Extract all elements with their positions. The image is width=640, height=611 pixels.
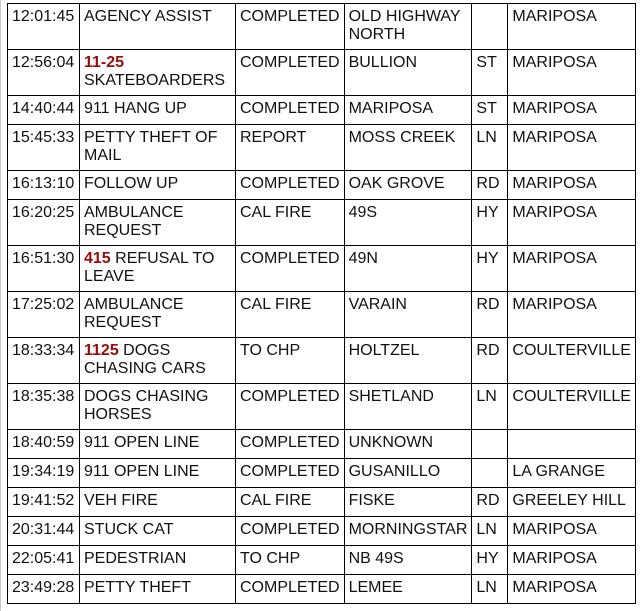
call-description-cell bbox=[80, 430, 236, 459]
call-description-cell bbox=[80, 517, 236, 546]
call-description-cell bbox=[80, 50, 236, 96]
table-row bbox=[8, 200, 636, 246]
street-cell: OLD HIGHWAY NORTH bbox=[344, 4, 472, 50]
table-row bbox=[8, 338, 636, 384]
street-cell: 49S bbox=[344, 200, 472, 246]
street-cell: MARIPOSA bbox=[344, 96, 472, 125]
table-row bbox=[8, 384, 636, 430]
street-suffix-cell: RD bbox=[472, 488, 508, 517]
call-status-cell: COMPLETED bbox=[236, 246, 345, 292]
street-suffix-cell: HY bbox=[472, 200, 508, 246]
street-suffix-cell: LN bbox=[472, 384, 508, 430]
call-description-cell bbox=[80, 246, 236, 292]
street-suffix-cell: LN bbox=[472, 125, 508, 171]
city-cell: MARIPOSA bbox=[508, 246, 636, 292]
call-status-cell: COMPLETED bbox=[236, 517, 345, 546]
call-log-table bbox=[7, 3, 636, 604]
incident-description: STUCK CAT bbox=[84, 521, 174, 538]
incident-description: 911 HANG UP bbox=[84, 100, 187, 117]
street-suffix-cell: HY bbox=[472, 246, 508, 292]
call-description-cell bbox=[80, 292, 236, 338]
street-suffix-cell: LN bbox=[472, 517, 508, 546]
city-cell: MARIPOSA bbox=[508, 292, 636, 338]
incident-code: 11-25 bbox=[84, 54, 125, 71]
street-cell: LEMEE bbox=[344, 575, 472, 604]
call-status-cell: COMPLETED bbox=[236, 50, 345, 96]
call-time-cell: 20:31:44 bbox=[8, 517, 80, 546]
incident-description: PETTY THEFT bbox=[84, 579, 191, 596]
incident-description: 911 OPEN LINE bbox=[84, 463, 200, 480]
city-cell: MARIPOSA bbox=[508, 96, 636, 125]
call-time-cell: 15:45:33 bbox=[8, 125, 80, 171]
table-row bbox=[8, 171, 636, 200]
call-description-cell bbox=[80, 171, 236, 200]
city-cell: GREELEY HILL bbox=[508, 488, 636, 517]
incident-description: SKATEBOARDERS bbox=[84, 72, 226, 89]
table-row bbox=[8, 292, 636, 338]
street-cell: VARAIN bbox=[344, 292, 472, 338]
call-description-cell bbox=[80, 488, 236, 517]
city-cell bbox=[508, 430, 636, 459]
call-status-cell: COMPLETED bbox=[236, 384, 345, 430]
call-description-cell bbox=[80, 338, 236, 384]
table-row bbox=[8, 125, 636, 171]
incident-description: AGENCY ASSIST bbox=[84, 8, 212, 25]
call-time-cell: 16:20:25 bbox=[8, 200, 80, 246]
table-row bbox=[8, 4, 636, 50]
call-status-cell: CAL FIRE bbox=[236, 200, 345, 246]
call-description-cell bbox=[80, 4, 236, 50]
table-row bbox=[8, 575, 636, 604]
call-log-body bbox=[8, 4, 636, 604]
call-status-cell: CAL FIRE bbox=[236, 292, 345, 338]
call-time-cell: 22:05:41 bbox=[8, 546, 80, 575]
city-cell: MARIPOSA bbox=[508, 4, 636, 50]
call-time-cell: 12:01:45 bbox=[8, 4, 80, 50]
street-suffix-cell: HY bbox=[472, 546, 508, 575]
table-row bbox=[8, 488, 636, 517]
call-status-cell: COMPLETED bbox=[236, 96, 345, 125]
call-status-cell: TO CHP bbox=[236, 338, 345, 384]
table-row bbox=[8, 546, 636, 575]
street-cell: BULLION bbox=[344, 50, 472, 96]
incident-code: 415 bbox=[84, 250, 111, 267]
incident-description: PETTY THEFT OF MAIL bbox=[84, 129, 218, 164]
call-time-cell: 23:49:28 bbox=[8, 575, 80, 604]
call-time-cell: 12:56:04 bbox=[8, 50, 80, 96]
call-status-cell: TO CHP bbox=[236, 546, 345, 575]
street-cell: OAK GROVE bbox=[344, 171, 472, 200]
street-cell: NB 49S bbox=[344, 546, 472, 575]
city-cell: MARIPOSA bbox=[508, 575, 636, 604]
city-cell: COULTERVILLE bbox=[508, 338, 636, 384]
call-time-cell: 19:34:19 bbox=[8, 459, 80, 488]
street-suffix-cell: RD bbox=[472, 171, 508, 200]
call-time-cell: 19:41:52 bbox=[8, 488, 80, 517]
call-description-cell bbox=[80, 96, 236, 125]
table-row bbox=[8, 517, 636, 546]
call-time-cell: 18:40:59 bbox=[8, 430, 80, 459]
call-description-cell bbox=[80, 200, 236, 246]
street-cell: UNKNOWN bbox=[344, 430, 472, 459]
incident-description: PEDESTRIAN bbox=[84, 550, 187, 567]
incident-description: VEH FIRE bbox=[84, 492, 158, 509]
incident-description: FOLLOW UP bbox=[84, 175, 179, 192]
call-time-cell: 18:35:38 bbox=[8, 384, 80, 430]
incident-description: AMBULANCE REQUEST bbox=[84, 296, 184, 331]
call-description-cell bbox=[80, 575, 236, 604]
incident-code: 1125 bbox=[84, 342, 119, 359]
street-suffix-cell: LN bbox=[472, 575, 508, 604]
street-suffix-cell bbox=[472, 430, 508, 459]
incident-description: DOGS CHASING CARS bbox=[84, 342, 206, 377]
call-description-cell bbox=[80, 459, 236, 488]
table-row bbox=[8, 96, 636, 125]
call-time-cell: 16:51:30 bbox=[8, 246, 80, 292]
city-cell: MARIPOSA bbox=[508, 171, 636, 200]
street-cell: 49N bbox=[344, 246, 472, 292]
city-cell: MARIPOSA bbox=[508, 50, 636, 96]
city-cell: MARIPOSA bbox=[508, 125, 636, 171]
call-status-cell: COMPLETED bbox=[236, 459, 345, 488]
call-status-cell: COMPLETED bbox=[236, 575, 345, 604]
street-suffix-cell: ST bbox=[472, 96, 508, 125]
street-cell: MORNINGSTAR bbox=[344, 517, 472, 546]
call-description-cell bbox=[80, 384, 236, 430]
city-cell: LA GRANGE bbox=[508, 459, 636, 488]
call-status-cell: CAL FIRE bbox=[236, 488, 345, 517]
street-suffix-cell bbox=[472, 459, 508, 488]
incident-description: DOGS CHASING HORSES bbox=[84, 388, 209, 423]
street-suffix-cell bbox=[472, 4, 508, 50]
table-row bbox=[8, 50, 636, 96]
street-suffix-cell: ST bbox=[472, 50, 508, 96]
call-status-cell: COMPLETED bbox=[236, 430, 345, 459]
city-cell: MARIPOSA bbox=[508, 546, 636, 575]
street-cell: HOLTZEL bbox=[344, 338, 472, 384]
call-status-cell: REPORT bbox=[236, 125, 345, 171]
city-cell: MARIPOSA bbox=[508, 200, 636, 246]
call-time-cell: 17:25:02 bbox=[8, 292, 80, 338]
street-cell: GUSANILLO bbox=[344, 459, 472, 488]
table-row bbox=[8, 246, 636, 292]
incident-description: AMBULANCE REQUEST bbox=[84, 204, 184, 239]
call-status-cell: COMPLETED bbox=[236, 171, 345, 200]
call-description-cell bbox=[80, 546, 236, 575]
table-row bbox=[8, 430, 636, 459]
page-edge bbox=[0, 0, 1, 611]
incident-description: 911 OPEN LINE bbox=[84, 434, 200, 451]
call-time-cell: 18:33:34 bbox=[8, 338, 80, 384]
city-cell: MARIPOSA bbox=[508, 517, 636, 546]
street-suffix-cell: RD bbox=[472, 292, 508, 338]
street-cell: SHETLAND bbox=[344, 384, 472, 430]
call-status-cell: COMPLETED bbox=[236, 4, 345, 50]
table-row bbox=[8, 459, 636, 488]
call-time-cell: 14:40:44 bbox=[8, 96, 80, 125]
call-time-cell: 16:13:10 bbox=[8, 171, 80, 200]
city-cell: COULTERVILLE bbox=[508, 384, 636, 430]
incident-description: REFUSAL TO LEAVE bbox=[84, 250, 215, 285]
street-cell: FISKE bbox=[344, 488, 472, 517]
call-description-cell bbox=[80, 125, 236, 171]
street-suffix-cell: RD bbox=[472, 338, 508, 384]
street-cell: MOSS CREEK bbox=[344, 125, 472, 171]
